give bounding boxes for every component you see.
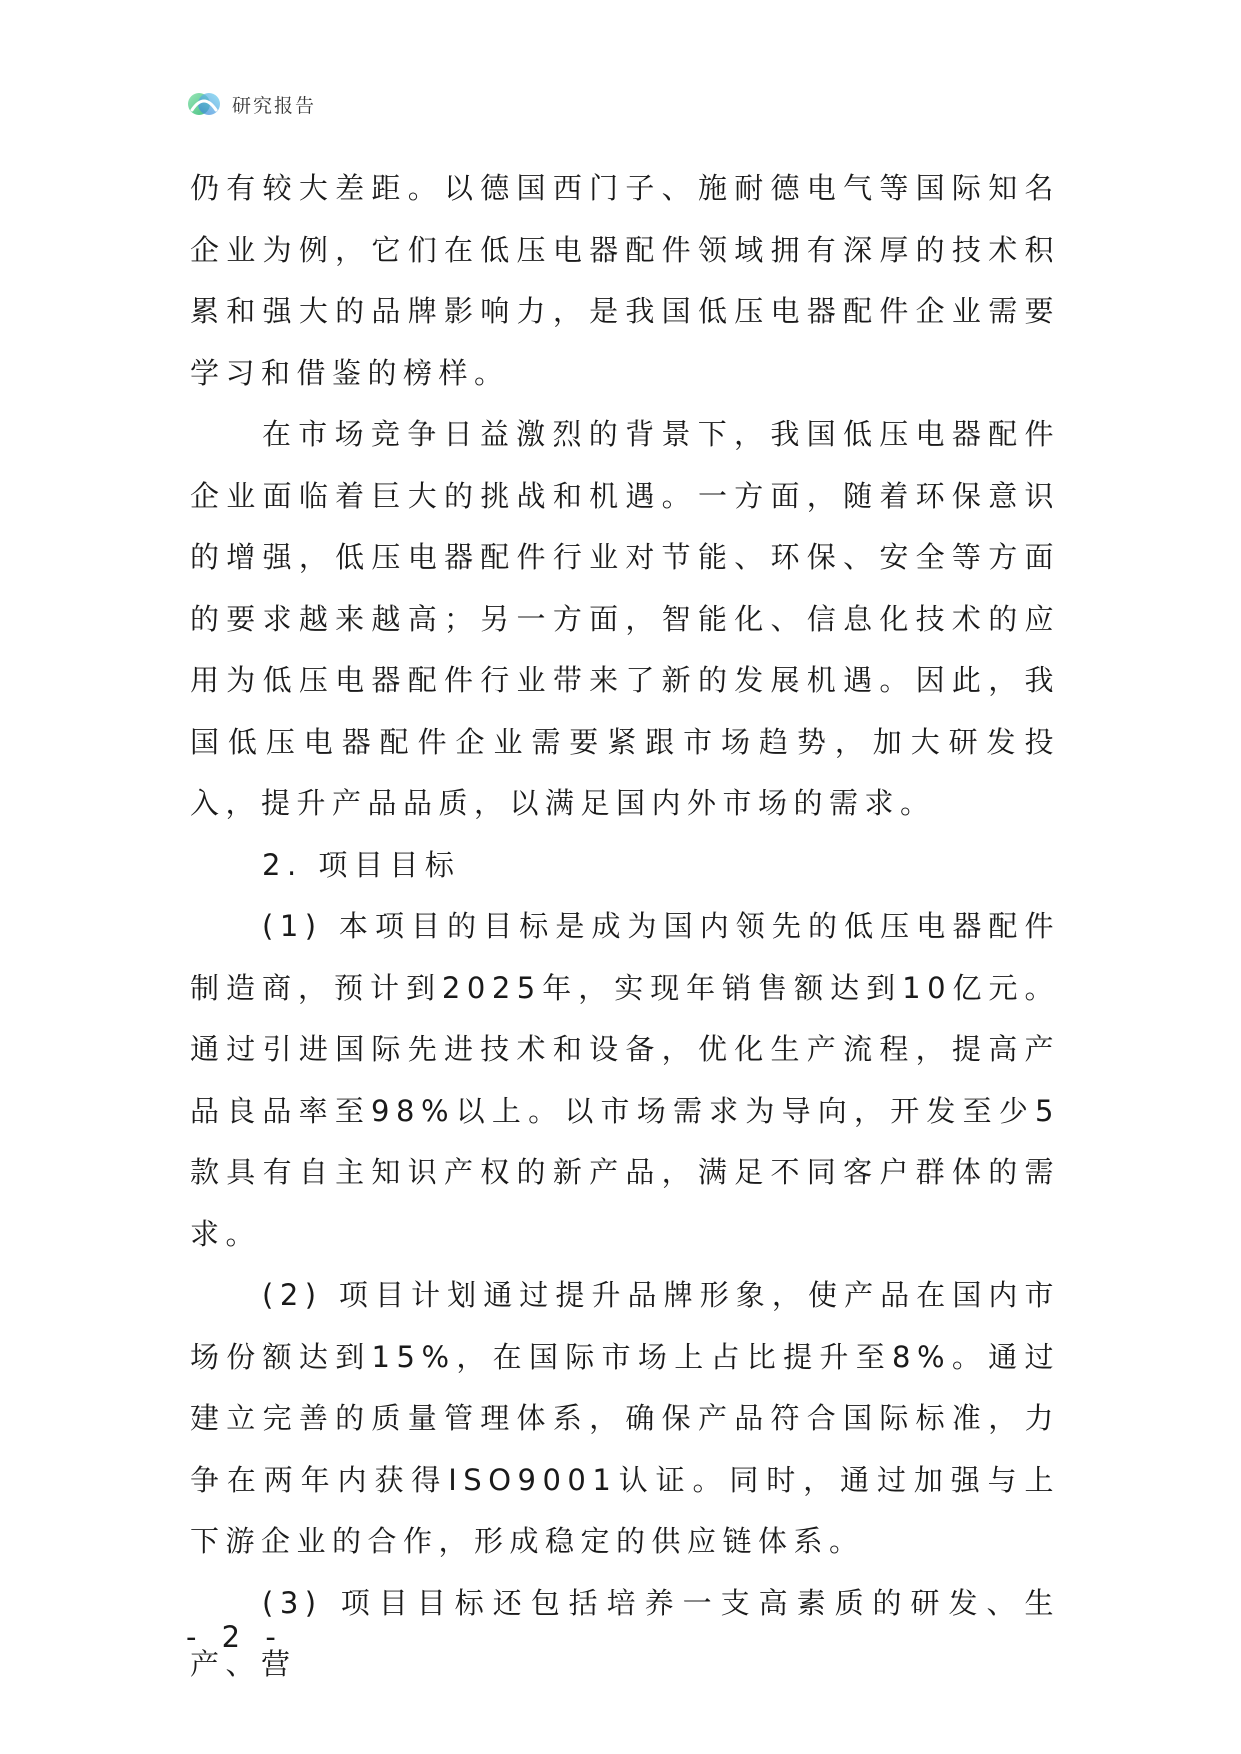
paragraph-goal-1: (1) 本项目的目标是成为国内领先的低压电器配件制造商，预计到2025年，实现年销售额达到10亿元。通过引进国际先进技术和设备，优化生产流程，提高产品良品率至98%以上。以市场需求为导向，开发至少5款具有自主知识产权的新产品，满足不同客户群体的需求。 — [190, 909, 1060, 1251]
leaf-logo-icon — [186, 86, 222, 122]
header-title: 研究报告 — [232, 94, 317, 117]
page-header — [186, 86, 316, 122]
document-body — [190, 158, 1060, 1696]
paragraph-market-background: 在市场竞争日益激烈的背景下，我国低压电器配件企业面临着巨大的挑战和机遇。一方面，随着环保意识的增强，低压电器配件行业对节能、环保、安全等方面的要求越来越高；另一方面，智能化、信息化技术的应用为低压电器配件行业带来了新的发展机遇。因此，我国低压电器配件企业需要紧跟市场趋势，加大研发投入，提升产品品质，以满足国内外市场的需求。 — [190, 417, 1060, 820]
paragraph-goal-2: (2) 项目计划通过提升品牌形象，使产品在国内市场份额达到15%，在国际市场上占比提升至8%。通过建立完善的质量管理体系，确保产品符合国际标准，力争在两年内获得ISO9001认证。同时，通过加强与上下游企业的合作，形成稳定的供应链体系。 — [190, 1278, 1060, 1558]
paragraph-continued: 仍有较大差距。以德国西门子、施耐德电气等国际知名企业为例，它们在低压电器配件领域拥有深厚的技术积累和强大的品牌影响力，是我国低压电器配件企业需要学习和借鉴的榜样。 — [190, 171, 1060, 390]
page-number: - 2 - — [186, 1620, 284, 1654]
paragraph-goal-3: (3) 项目目标还包括培养一支高素质的研发、生产、营 — [190, 1585, 1060, 1681]
section-heading-project-goals: 2. 项目目标 — [262, 847, 461, 882]
